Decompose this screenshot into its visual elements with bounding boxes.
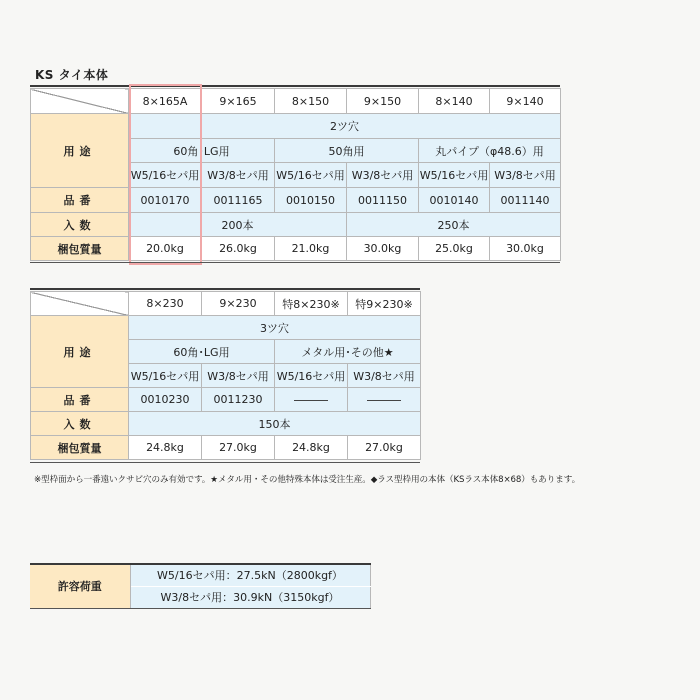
weight-label: 梱包質量 [31, 436, 129, 460]
package-weight: 30.0kg [490, 237, 561, 261]
size-header: 特9×230※ [348, 292, 421, 316]
part-number: 0011150 [347, 188, 419, 213]
dash-mark [367, 400, 401, 401]
size-header: 8×150 [275, 89, 347, 114]
bolt-type: W5/16セパ用 [419, 163, 490, 188]
qty-label: 入数 [31, 213, 129, 237]
package-weight: 24.8kg [129, 436, 202, 460]
package-weight: 27.0kg [202, 436, 275, 460]
bolt-type: W5/16セパ用 [275, 364, 348, 388]
corner-cell [31, 292, 129, 316]
page-title: KS タイ本体 [35, 68, 109, 82]
spec-table-2 [30, 291, 421, 460]
part-number-empty [348, 388, 421, 412]
part-no-label: 品番 [31, 388, 129, 412]
part-number: 0010140 [419, 188, 490, 213]
part-number: 0011165 [202, 188, 275, 213]
part-number: 0011230 [202, 388, 275, 412]
part-number-empty [275, 388, 348, 412]
usage-group: 50角用 [275, 139, 419, 163]
load-table [30, 563, 371, 609]
table1-bottom-rule [30, 262, 560, 263]
qty-label: 入数 [31, 412, 129, 436]
part-number: 0011140 [490, 188, 561, 213]
load-value: W3/8セパ用：30.9kN（3150kgf） [130, 586, 370, 608]
package-weight: 20.0kg [129, 237, 202, 261]
quantity: 150本 [129, 412, 421, 436]
package-weight: 26.0kg [202, 237, 275, 261]
usage-label: 用途 [31, 114, 129, 188]
package-weight: 25.0kg [419, 237, 490, 261]
usage-group: メタル用･その他★ [275, 340, 421, 364]
quantity: 250本 [347, 213, 561, 237]
table2-top-rule [30, 288, 420, 290]
package-weight: 24.8kg [275, 436, 348, 460]
size-header: 9×150 [347, 89, 419, 114]
part-number: 0010170 [129, 188, 202, 213]
bolt-type: W3/8セパ用 [202, 163, 275, 188]
size-header: 8×165A [129, 89, 202, 114]
usage-group: 丸パイプ（φ48.6）用 [419, 139, 561, 163]
size-header: 9×165 [202, 89, 275, 114]
size-header: 8×230 [129, 292, 202, 316]
weight-label: 梱包質量 [31, 237, 129, 261]
quantity: 200本 [129, 213, 347, 237]
table1-top-rule [30, 85, 560, 87]
usage-group: 60角･LG用 [129, 340, 275, 364]
footnote: ※型枠面から一番遠いクサビ穴のみ有効です。★メタル用・その他特殊本体は受注生産。◆ラス型枠用の本体（KSラス本体8×68）もあります。 [34, 475, 581, 485]
bolt-type: W3/8セパ用 [348, 364, 421, 388]
bolt-type: W5/16セパ用 [275, 163, 347, 188]
size-header: 8×140 [419, 89, 490, 114]
load-value: W5/16セパ用：27.5kN（2800kgf） [130, 564, 370, 586]
bolt-type: W3/8セパ用 [347, 163, 419, 188]
spec-table-1 [30, 88, 561, 261]
part-number: 0010230 [129, 388, 202, 412]
usage-group: 60角･LG用 [129, 139, 275, 163]
corner-cell [31, 89, 129, 114]
size-header: 9×140 [490, 89, 561, 114]
hole-type: 3ツ穴 [129, 316, 421, 340]
package-weight: 27.0kg [348, 436, 421, 460]
hole-type: 2ツ穴 [129, 114, 561, 139]
size-header: 特8×230※ [275, 292, 348, 316]
load-label: 許容荷重 [30, 564, 130, 608]
part-number: 0010150 [275, 188, 347, 213]
size-header: 9×230 [202, 292, 275, 316]
bolt-type: W3/8セパ用 [202, 364, 275, 388]
bolt-type: W3/8セパ用 [490, 163, 561, 188]
dash-mark [294, 400, 328, 401]
package-weight: 30.0kg [347, 237, 419, 261]
package-weight: 21.0kg [275, 237, 347, 261]
bolt-type: W5/16セパ用 [129, 364, 202, 388]
table2-bottom-rule [30, 462, 420, 463]
usage-label: 用途 [31, 316, 129, 388]
bolt-type: W5/16セパ用 [129, 163, 202, 188]
part-no-label: 品番 [31, 188, 129, 213]
